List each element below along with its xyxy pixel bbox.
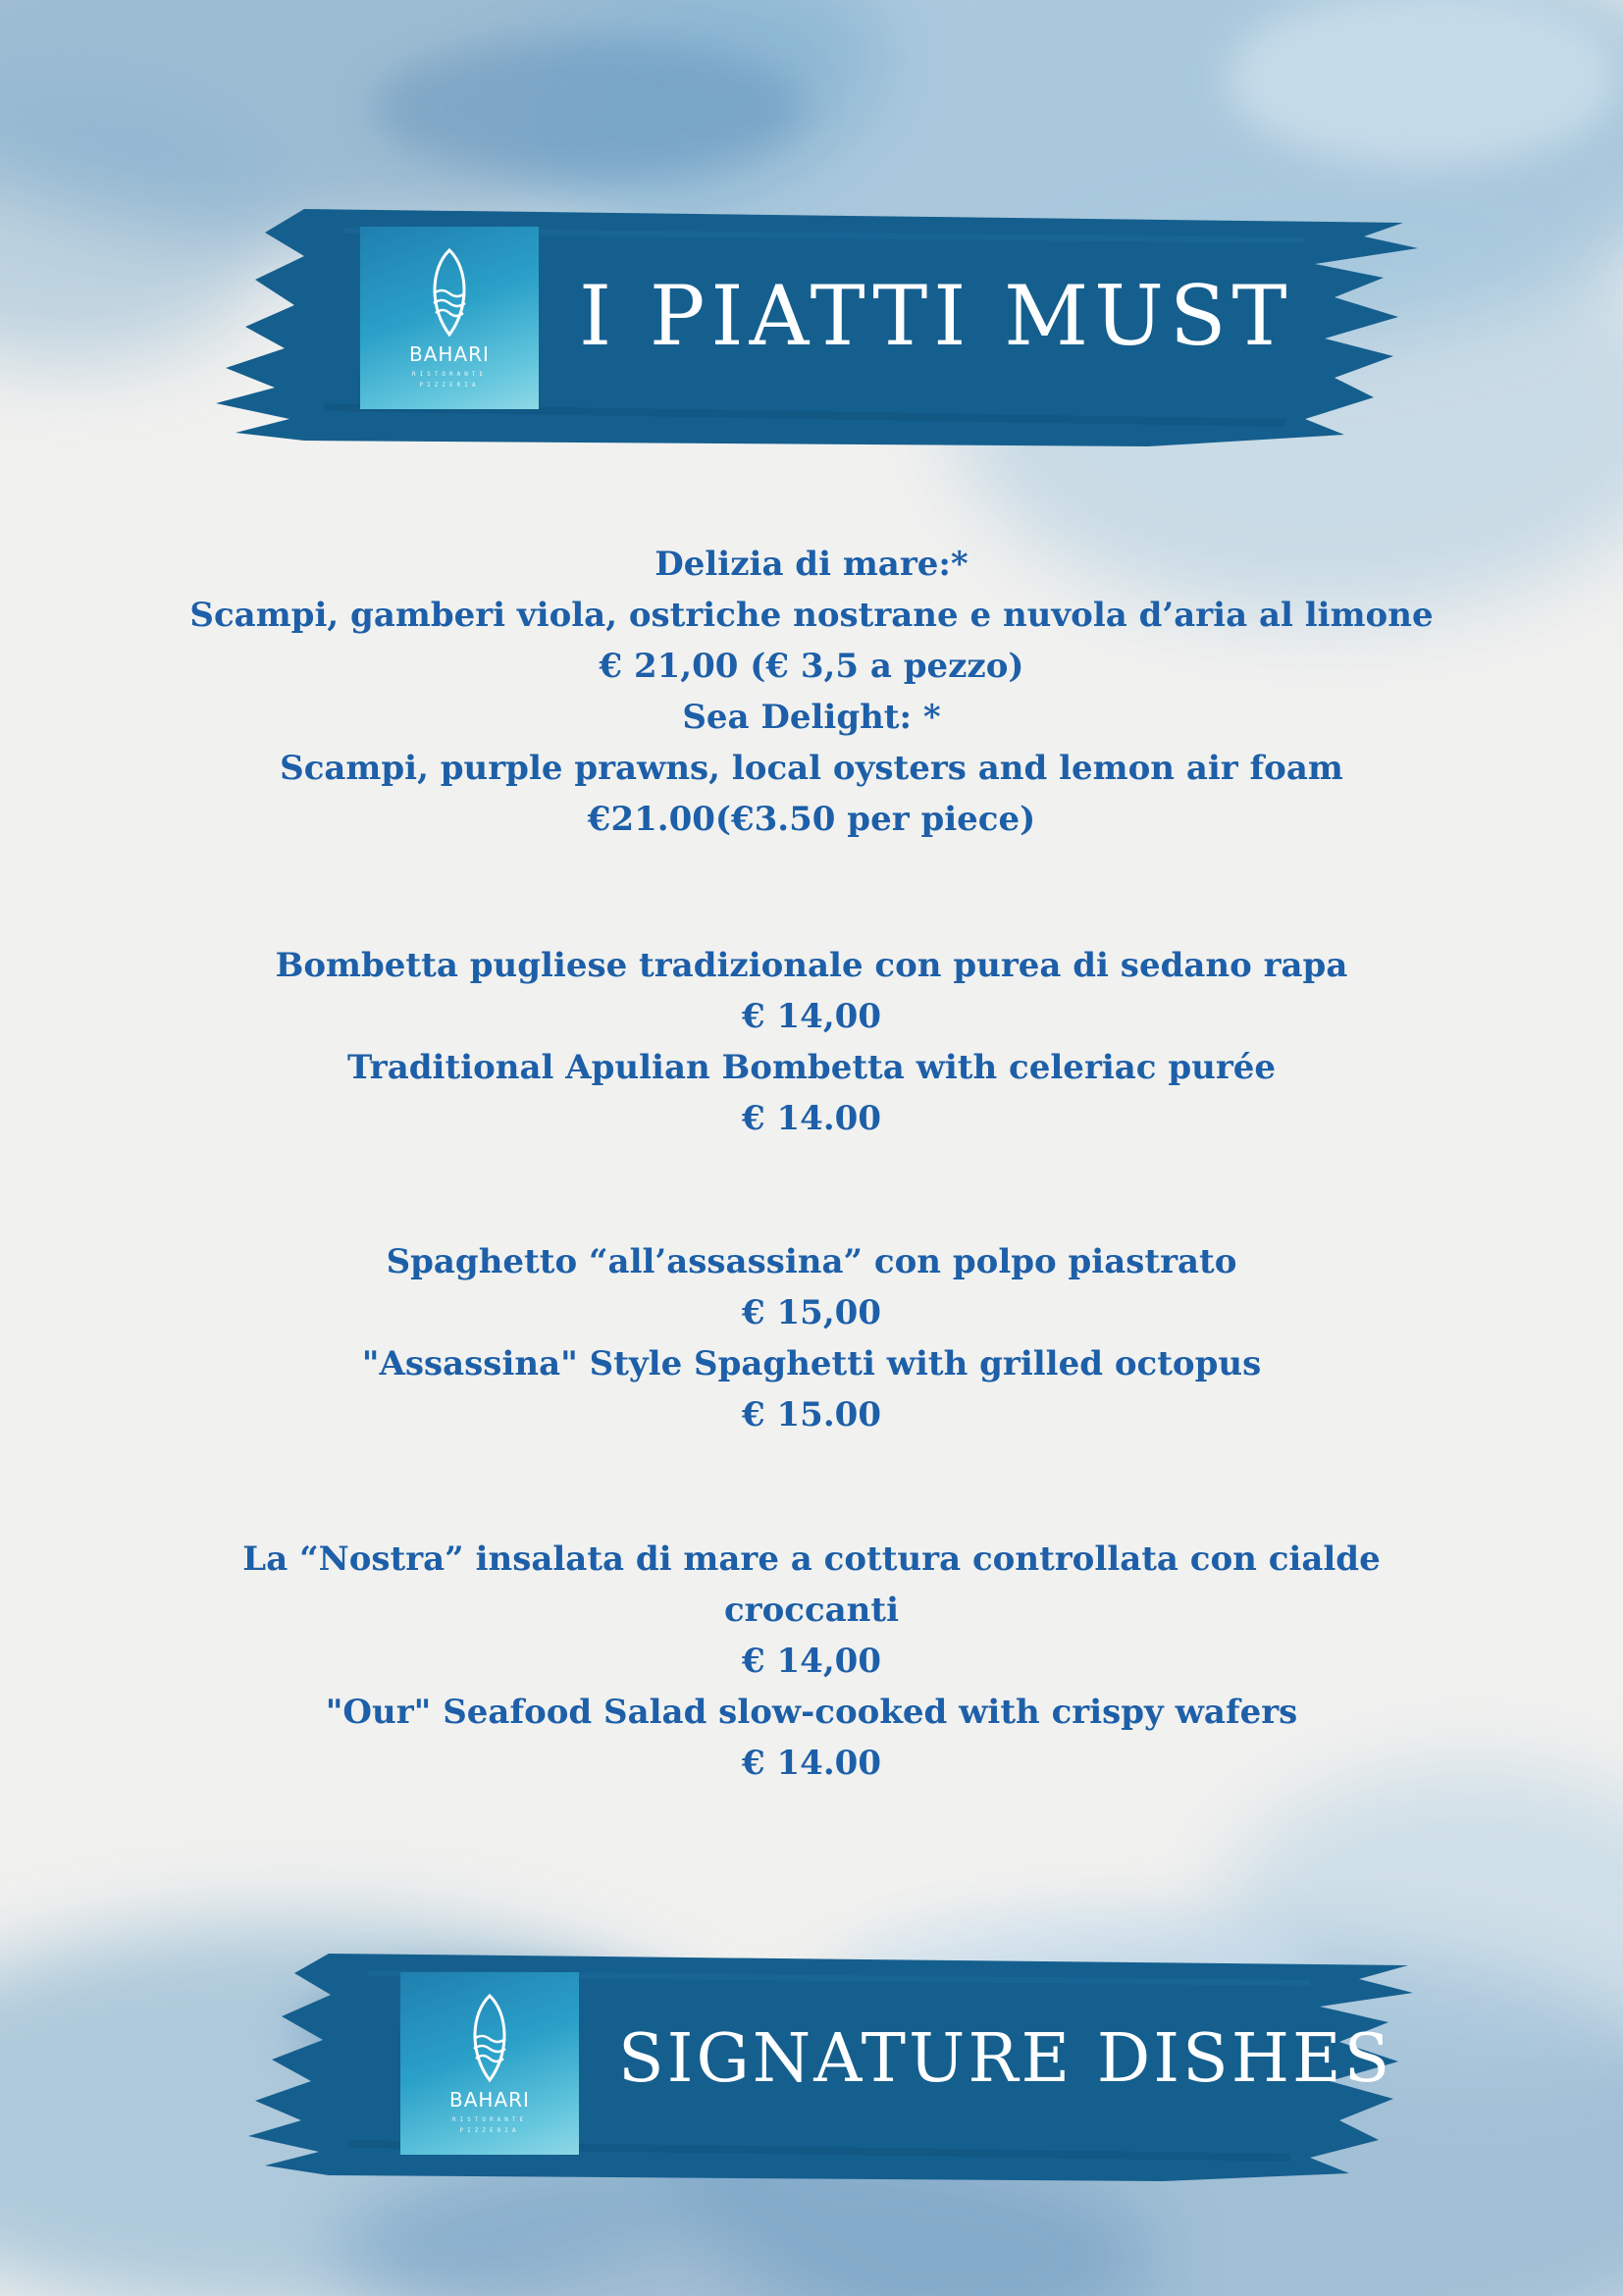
footer-banner: [240, 1948, 1418, 2183]
dish-name-en: Traditional Apulian Bombetta with celeriac purée: [346, 1048, 1277, 1087]
logo-subtitle: PIZZERIA: [419, 382, 480, 389]
dish-price-en: € 14.00: [742, 1099, 881, 1138]
bahari-logo: [400, 1972, 579, 2155]
dish-price-it: € 14,00: [742, 1642, 881, 1681]
dish-name-en: "Our" Seafood Salad slow-cooked with crispy wafers: [325, 1693, 1298, 1732]
dish-price-en: € 14.00: [742, 1744, 881, 1783]
dish-price-en: € 15.00: [742, 1395, 881, 1435]
dish-name-en: Sea Delight: *: [682, 698, 941, 737]
logo-subtitle: RISTORANTE: [451, 2116, 528, 2123]
bahari-logo: [360, 227, 539, 409]
header-banner: [206, 201, 1423, 451]
menu-item: [0, 1236, 1623, 1440]
dish-description-it: Scampi, gamberi viola, ostriche nostrane e nuvola d’aria al limone: [189, 596, 1434, 635]
dish-name-it: Bombetta pugliese tradizionale con purea di sedano rapa: [275, 946, 1348, 985]
dish-name-it: La “Nostra” insalata di mare a cottura controllata con cialde: [242, 1539, 1381, 1579]
leaf-wave-icon: [465, 1994, 514, 2082]
dish-name-it-cont: croccanti: [723, 1591, 900, 1630]
footer-title: SIGNATURE DISHES: [618, 2020, 1393, 2098]
menu-item: [0, 940, 1623, 1144]
dish-price-en: €21.00(€3.50 per piece): [587, 800, 1036, 839]
dish-price-it: € 21,00 (€ 3,5 a pezzo): [599, 647, 1024, 686]
menu-item: [0, 539, 1623, 845]
logo-subtitle: PIZZERIA: [459, 2127, 520, 2134]
menu-list: [0, 940, 1623, 1144]
menu-item: [0, 1534, 1623, 1789]
dish-price-it: € 15,00: [742, 1293, 881, 1332]
page-title: I PIATTI MUST: [579, 268, 1293, 364]
menu-list: [0, 1236, 1623, 1440]
dish-name-it: Delizia di mare:*: [654, 545, 969, 584]
dish-name-it: Spaghetto “all’assassina” con polpo piastrato: [386, 1242, 1237, 1281]
logo-subtitle: RISTORANTE: [411, 371, 488, 378]
logo-name: BAHARI: [449, 2088, 530, 2112]
menu-list: [0, 1534, 1623, 1789]
leaf-wave-icon: [425, 248, 474, 337]
menu-list: [0, 539, 1623, 845]
dish-price-it: € 14,00: [742, 997, 881, 1036]
logo-name: BAHARI: [409, 342, 490, 366]
dish-description-en: Scampi, purple prawns, local oysters and lemon air foam: [280, 749, 1343, 788]
dish-name-en: "Assassina" Style Spaghetti with grilled octopus: [361, 1344, 1262, 1383]
